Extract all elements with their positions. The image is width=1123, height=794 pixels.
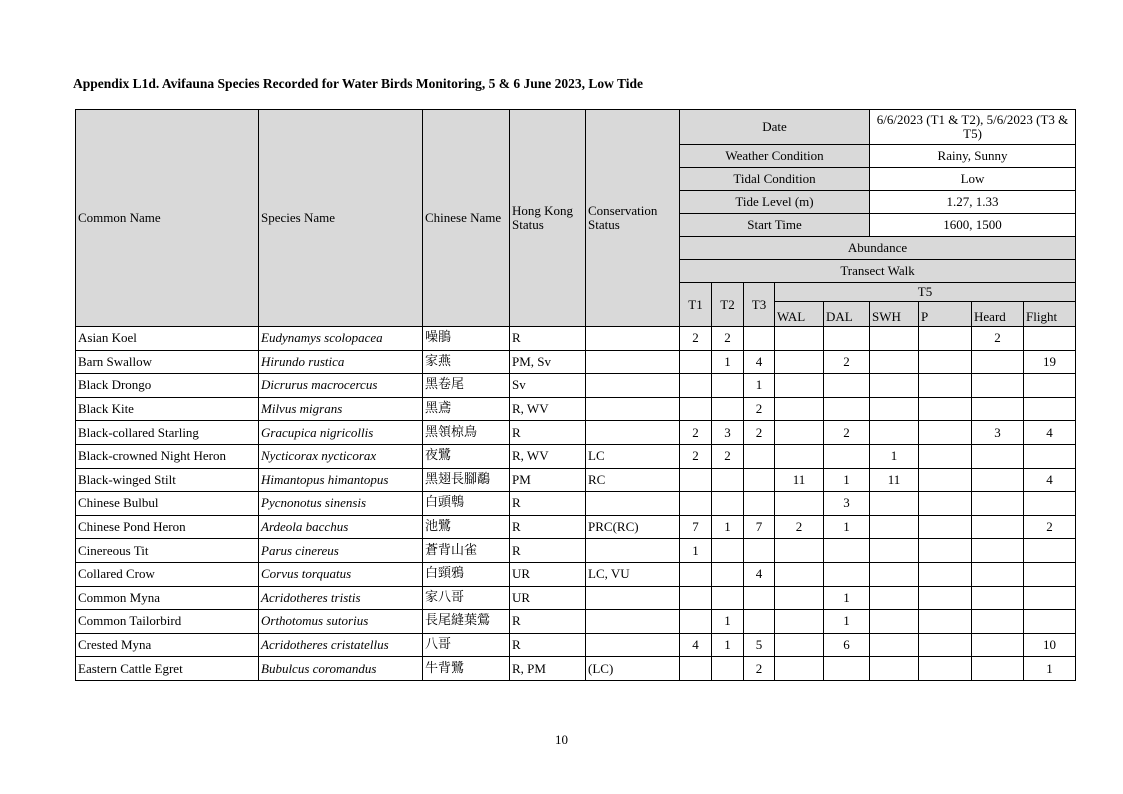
t3-count-cell: 1 [744,374,775,398]
header-conservation-status: Conservation Status [586,110,680,327]
t3-count-cell: 7 [744,515,775,539]
t2-count-cell: 1 [712,633,744,657]
chinese-name-cell: 夜鷺 [423,444,510,468]
common-name-cell: Chinese Bulbul [76,492,259,516]
header-date-value: 6/6/2023 (T1 & T2), 5/6/2023 (T3 & T5) [870,110,1076,145]
flight-count-cell [1024,397,1076,421]
hk-status-cell: R, WV [510,444,586,468]
p-count-cell [919,350,972,374]
t2-count-cell: 2 [712,327,744,351]
t2-count-cell [712,586,744,610]
conservation-status-cell: LC, VU [586,562,680,586]
table-row [76,562,1076,586]
flight-count-cell [1024,610,1076,634]
chinese-name-cell: 黑鳶 [423,397,510,421]
conservation-status-cell: PRC(RC) [586,515,680,539]
wal-count-cell [775,539,824,563]
flight-count-cell [1024,444,1076,468]
t3-count-cell [744,444,775,468]
flight-count-cell [1024,586,1076,610]
flight-count-cell [1024,327,1076,351]
header-t3: T3 [744,283,775,327]
t1-count-cell: 2 [680,444,712,468]
t3-count-cell [744,539,775,563]
header-swh: SWH [870,302,919,327]
species-name-cell: Eudynamys scolopacea [259,327,423,351]
wal-count-cell [775,562,824,586]
species-name-cell: Acridotheres cristatellus [259,633,423,657]
t3-count-cell [744,468,775,492]
conservation-status-cell [586,633,680,657]
species-table [75,109,1076,681]
t3-count-cell [744,327,775,351]
t1-count-cell [680,468,712,492]
species-name-cell: Bubulcus coromandus [259,657,423,681]
wal-count-cell [775,657,824,681]
hk-status-cell: R, WV [510,397,586,421]
t1-count-cell: 7 [680,515,712,539]
t1-count-cell [680,374,712,398]
t3-count-cell: 4 [744,562,775,586]
swh-count-cell [870,539,919,563]
common-name-cell: Collared Crow [76,562,259,586]
heard-count-cell [972,444,1024,468]
p-count-cell [919,327,972,351]
chinese-name-cell: 白頭鵯 [423,492,510,516]
common-name-cell: Black-crowned Night Heron [76,444,259,468]
header-transect-walk: Transect Walk [680,260,1076,283]
heard-count-cell [972,492,1024,516]
p-count-cell [919,397,972,421]
t2-count-cell [712,657,744,681]
conservation-status-cell [586,421,680,445]
hk-status-cell: R, PM [510,657,586,681]
flight-count-cell [1024,562,1076,586]
conservation-status-cell [586,327,680,351]
hk-status-cell: R [510,539,586,563]
dal-count-cell [824,444,870,468]
header-common-name: Common Name [76,110,259,327]
hk-status-cell: PM, Sv [510,350,586,374]
header-abundance: Abundance [680,237,1076,260]
common-name-cell: Black-winged Stilt [76,468,259,492]
chinese-name-cell: 池鷺 [423,515,510,539]
heard-count-cell [972,515,1024,539]
common-name-cell: Black Kite [76,397,259,421]
common-name-cell: Common Tailorbird [76,610,259,634]
t3-count-cell [744,610,775,634]
chinese-name-cell: 長尾縫葉鶯 [423,610,510,634]
table-row [76,539,1076,563]
species-name-cell: Parus cinereus [259,539,423,563]
p-count-cell [919,374,972,398]
table-row [76,657,1076,681]
conservation-status-cell [586,374,680,398]
table-row [76,586,1076,610]
flight-count-cell [1024,492,1076,516]
conservation-status-cell [586,539,680,563]
header-t2: T2 [712,283,744,327]
dal-count-cell: 2 [824,421,870,445]
p-count-cell [919,633,972,657]
swh-count-cell [870,350,919,374]
wal-count-cell [775,397,824,421]
header-date-label: Date [680,110,870,145]
t3-count-cell: 2 [744,657,775,681]
dal-count-cell: 3 [824,492,870,516]
species-name-cell: Dicrurus macrocercus [259,374,423,398]
table-row [76,374,1076,398]
p-count-cell [919,444,972,468]
swh-count-cell [870,492,919,516]
chinese-name-cell: 牛背鷺 [423,657,510,681]
heard-count-cell [972,586,1024,610]
p-count-cell [919,562,972,586]
p-count-cell [919,586,972,610]
wal-count-cell [775,633,824,657]
dal-count-cell: 1 [824,515,870,539]
flight-count-cell: 4 [1024,468,1076,492]
heard-count-cell: 3 [972,421,1024,445]
header-weather-value: Rainy, Sunny [870,145,1076,168]
chinese-name-cell: 黑卷尾 [423,374,510,398]
species-name-cell: Pycnonotus sinensis [259,492,423,516]
common-name-cell: Black-collared Starling [76,421,259,445]
t1-count-cell [680,657,712,681]
p-count-cell [919,468,972,492]
flight-count-cell: 1 [1024,657,1076,681]
dal-count-cell [824,562,870,586]
species-name-cell: Milvus migrans [259,397,423,421]
chinese-name-cell: 黑翅長腳鷸 [423,468,510,492]
t1-count-cell: 2 [680,421,712,445]
p-count-cell [919,657,972,681]
t3-count-cell: 2 [744,421,775,445]
t2-count-cell [712,397,744,421]
wal-count-cell [775,421,824,445]
heard-count-cell [972,374,1024,398]
t3-count-cell: 4 [744,350,775,374]
table-row [76,492,1076,516]
table-row [76,633,1076,657]
swh-count-cell [870,374,919,398]
table-row [76,515,1076,539]
t2-count-cell: 3 [712,421,744,445]
dal-count-cell: 1 [824,468,870,492]
t1-count-cell: 1 [680,539,712,563]
swh-count-cell: 11 [870,468,919,492]
chinese-name-cell: 白頸鴉 [423,562,510,586]
swh-count-cell [870,610,919,634]
species-name-cell: Corvus torquatus [259,562,423,586]
t2-count-cell: 2 [712,444,744,468]
wal-count-cell: 11 [775,468,824,492]
header-start-time-value: 1600, 1500 [870,214,1076,237]
flight-count-cell: 19 [1024,350,1076,374]
header-t5: T5 [775,283,1076,302]
swh-count-cell [870,586,919,610]
header-chinese-name: Chinese Name [423,110,510,327]
flight-count-cell [1024,374,1076,398]
swh-count-cell [870,562,919,586]
t1-count-cell: 4 [680,633,712,657]
hk-status-cell: R [510,515,586,539]
t2-count-cell: 1 [712,610,744,634]
header-weather-label: Weather Condition [680,145,870,168]
t3-count-cell: 5 [744,633,775,657]
swh-count-cell [870,327,919,351]
hk-status-cell: R [510,633,586,657]
dal-count-cell [824,374,870,398]
flight-count-cell: 2 [1024,515,1076,539]
t2-count-cell: 1 [712,515,744,539]
table-row [76,397,1076,421]
p-count-cell [919,492,972,516]
conservation-status-cell: RC [586,468,680,492]
common-name-cell: Common Myna [76,586,259,610]
hk-status-cell: R [510,610,586,634]
header-t1: T1 [680,283,712,327]
header-p: P [919,302,972,327]
header-hk-status: Hong Kong Status [510,110,586,327]
header-tide-level-label: Tide Level (m) [680,191,870,214]
t1-count-cell: 2 [680,327,712,351]
chinese-name-cell: 家燕 [423,350,510,374]
species-name-cell: Orthotomus sutorius [259,610,423,634]
swh-count-cell [870,515,919,539]
species-name-cell: Gracupica nigricollis [259,421,423,445]
heard-count-cell: 2 [972,327,1024,351]
hk-status-cell: R [510,492,586,516]
swh-count-cell [870,657,919,681]
header-tidal-label: Tidal Condition [680,168,870,191]
conservation-status-cell: LC [586,444,680,468]
header-start-time-label: Start Time [680,214,870,237]
conservation-status-cell [586,610,680,634]
species-name-cell: Ardeola bacchus [259,515,423,539]
wal-count-cell [775,327,824,351]
p-count-cell [919,421,972,445]
t3-count-cell [744,586,775,610]
table-row [76,444,1076,468]
heard-count-cell [972,350,1024,374]
chinese-name-cell: 噪鵑 [423,327,510,351]
heard-count-cell [972,657,1024,681]
hk-status-cell: Sv [510,374,586,398]
common-name-cell: Cinereous Tit [76,539,259,563]
t2-count-cell: 1 [712,350,744,374]
hk-status-cell: R [510,421,586,445]
dal-count-cell: 2 [824,350,870,374]
p-count-cell [919,610,972,634]
table-row [76,350,1076,374]
common-name-cell: Crested Myna [76,633,259,657]
conservation-status-cell [586,350,680,374]
header-tidal-value: Low [870,168,1076,191]
t2-count-cell [712,492,744,516]
t1-count-cell [680,492,712,516]
wal-count-cell [775,586,824,610]
dal-count-cell [824,657,870,681]
t1-count-cell [680,350,712,374]
species-name-cell: Acridotheres tristis [259,586,423,610]
header-species-name: Species Name [259,110,423,327]
dal-count-cell: 6 [824,633,870,657]
header-tide-level-value: 1.27, 1.33 [870,191,1076,214]
appendix-title: Appendix L1d. Avifauna Species Recorded for Water Birds Monitoring, 5 & 6 June 2023, Low Tide [73,76,644,91]
conservation-status-cell [586,586,680,610]
p-count-cell [919,515,972,539]
t2-count-cell [712,562,744,586]
header-wal: WAL [775,302,824,327]
wal-count-cell [775,444,824,468]
p-count-cell [919,539,972,563]
swh-count-cell: 1 [870,444,919,468]
swh-count-cell [870,397,919,421]
heard-count-cell [972,539,1024,563]
dal-count-cell: 1 [824,586,870,610]
common-name-cell: Asian Koel [76,327,259,351]
wal-count-cell [775,610,824,634]
heard-count-cell [972,610,1024,634]
hk-status-cell: UR [510,562,586,586]
conservation-status-cell: (LC) [586,657,680,681]
table-row [76,610,1076,634]
chinese-name-cell: 家八哥 [423,586,510,610]
common-name-cell: Barn Swallow [76,350,259,374]
swh-count-cell [870,421,919,445]
conservation-status-cell [586,397,680,421]
swh-count-cell [870,633,919,657]
heard-count-cell [972,633,1024,657]
flight-count-cell [1024,539,1076,563]
header-heard: Heard [972,302,1024,327]
flight-count-cell: 10 [1024,633,1076,657]
chinese-name-cell: 蒼背山雀 [423,539,510,563]
species-name-cell: Hirundo rustica [259,350,423,374]
chinese-name-cell: 八哥 [423,633,510,657]
dal-count-cell: 1 [824,610,870,634]
wal-count-cell [775,350,824,374]
common-name-cell: Eastern Cattle Egret [76,657,259,681]
t3-count-cell [744,492,775,516]
dal-count-cell [824,539,870,563]
common-name-cell: Black Drongo [76,374,259,398]
wal-count-cell: 2 [775,515,824,539]
table-row [76,468,1076,492]
wal-count-cell [775,374,824,398]
wal-count-cell [775,492,824,516]
hk-status-cell: PM [510,468,586,492]
t1-count-cell [680,397,712,421]
dal-count-cell [824,327,870,351]
header-flight: Flight [1024,302,1076,327]
flight-count-cell: 4 [1024,421,1076,445]
table-row [76,421,1076,445]
table-row [76,327,1076,351]
header-dal: DAL [824,302,870,327]
t2-count-cell [712,374,744,398]
t2-count-cell [712,539,744,563]
t1-count-cell [680,586,712,610]
t2-count-cell [712,468,744,492]
heard-count-cell [972,562,1024,586]
t1-count-cell [680,562,712,586]
page-number: 10 [555,732,568,747]
hk-status-cell: R [510,327,586,351]
common-name-cell: Chinese Pond Heron [76,515,259,539]
conservation-status-cell [586,492,680,516]
species-name-cell: Himantopus himantopus [259,468,423,492]
heard-count-cell [972,397,1024,421]
t3-count-cell: 2 [744,397,775,421]
species-name-cell: Nycticorax nycticorax [259,444,423,468]
hk-status-cell: UR [510,586,586,610]
dal-count-cell [824,397,870,421]
heard-count-cell [972,468,1024,492]
t1-count-cell [680,610,712,634]
chinese-name-cell: 黑領椋鳥 [423,421,510,445]
